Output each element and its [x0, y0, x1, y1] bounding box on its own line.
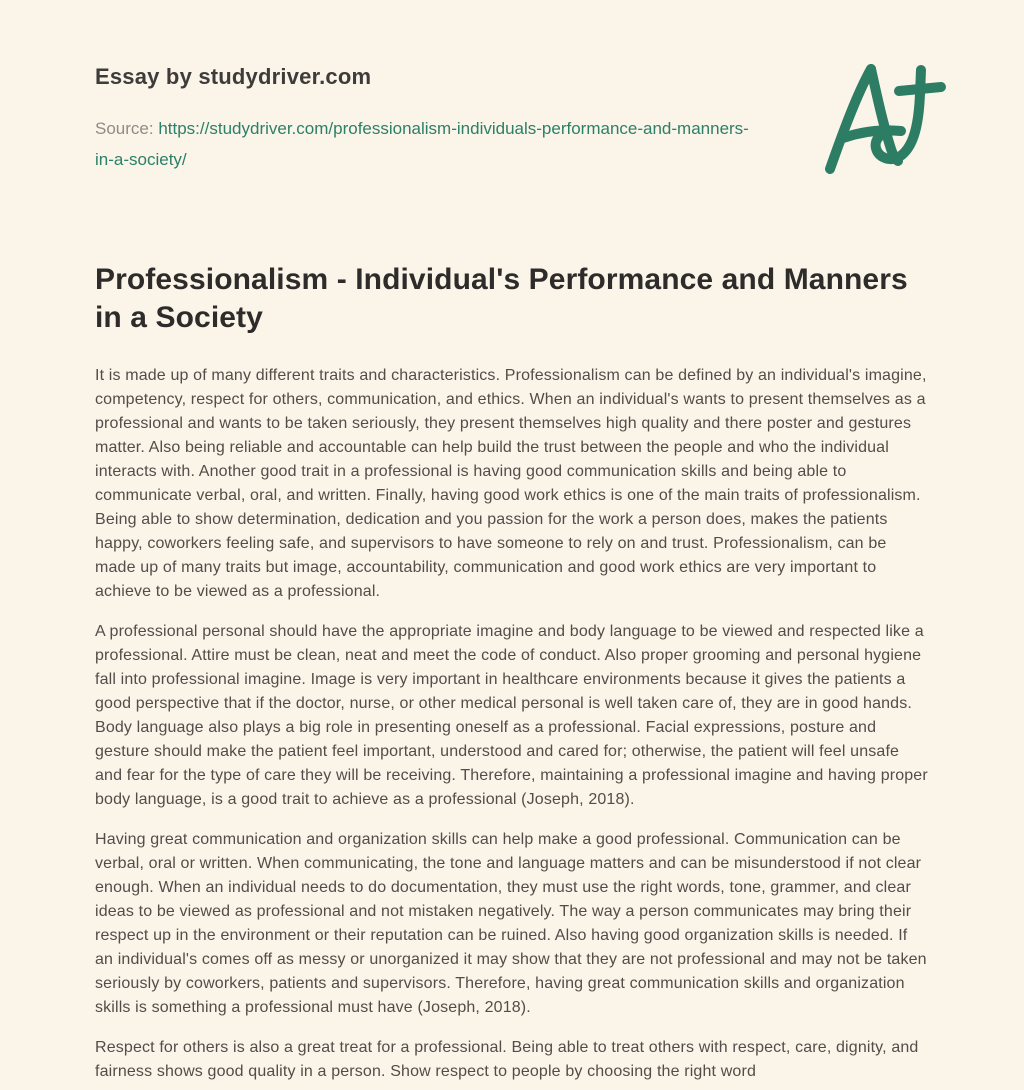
article-body	[95, 364, 930, 1084]
article-paragraph-3: Having great communication and organization skills can help make a good professional. Communication can be verbal, oral or written. When communicating, the tone and language matters and can be misunderstood if not clear enough. When an individual needs to do documentation, they must use the right words, tone, grammer, and clear ideas to be viewed as professional and not mistaken negatively. The way a person communicates may bring their respect up in the environment or their reputation can be ruined. Also having good organization skills is needed. If an individual's comes off as messy or unorganized it may show that they are not professional and may not be taken seriously by coworkers, patients and supervisors. Therefore, having great communication skills and organization skills is something a professional must have (Joseph, 2018).	[95, 831, 927, 1016]
source-line	[95, 113, 767, 175]
source-label: Source:	[95, 119, 154, 138]
studydriver-logo	[815, 56, 947, 188]
site-header-title: Essay by studydriver.com	[95, 64, 372, 89]
article-paragraph-2: A professional personal should have the appropriate imagine and body language to be viewed and respected like a professional. Attire must be clean, neat and meet the code of conduct. Also proper grooming and personal hygiene fall into professional imagine. Image is very important in healthcare environments because it gives the patients a good perspective that if the doctor, nurse, or other medical personal is well taken care of, they are in good hands. Body language also plays a big role in presenting oneself as a professional. Facial expressions, posture and gesture should make the patient feel important, understood and cared for; otherwise, the patient will feel unsafe and fear for the type of care they will be receiving. Therefore, maintaining a professional imagine and having proper body language, is a good trait to achieve as a professional (Joseph, 2018).	[95, 623, 928, 808]
article-paragraph-1: It is made up of many different traits and characteristics. Professionalism can be defined by an individual's imagine, competency, respect for others, communication, and ethics. When an individual's wants to present themselves as a professional and wants to be taken seriously, they present themselves high quality and there poster and gestures matter. Also being reliable and accountable can help build the trust between the people and who the individual interacts with. Another good trait in a professional is having good communication skills and being able to communicate verbal, oral, and written. Finally, having good work ethics is one of the main traits of professionalism. Being able to show determination, dedication and you passion for the work a person does, makes the patients happy, coworkers feeling safe, and supervisors to have someone to rely on and trust. Professionalism, can be made up of many traits but image, accountability, communication and good work ethics are very important to achieve to be viewed as a professional.	[95, 367, 927, 600]
article-paragraph-4: Respect for others is also a great treat for a professional. Being able to treat others with respect, care, dignity, and fairness shows good quality in a person. Show respect to people by choosing the right word	[95, 1039, 919, 1080]
source-url-link[interactable]: https://studydriver.com/professionalism-individuals-performance-and-manners-in-a-society/	[95, 119, 749, 169]
a-plus-logo-icon	[815, 56, 947, 188]
article-title: Professionalism - Individual's Performance and Manners in a Society	[95, 263, 908, 334]
